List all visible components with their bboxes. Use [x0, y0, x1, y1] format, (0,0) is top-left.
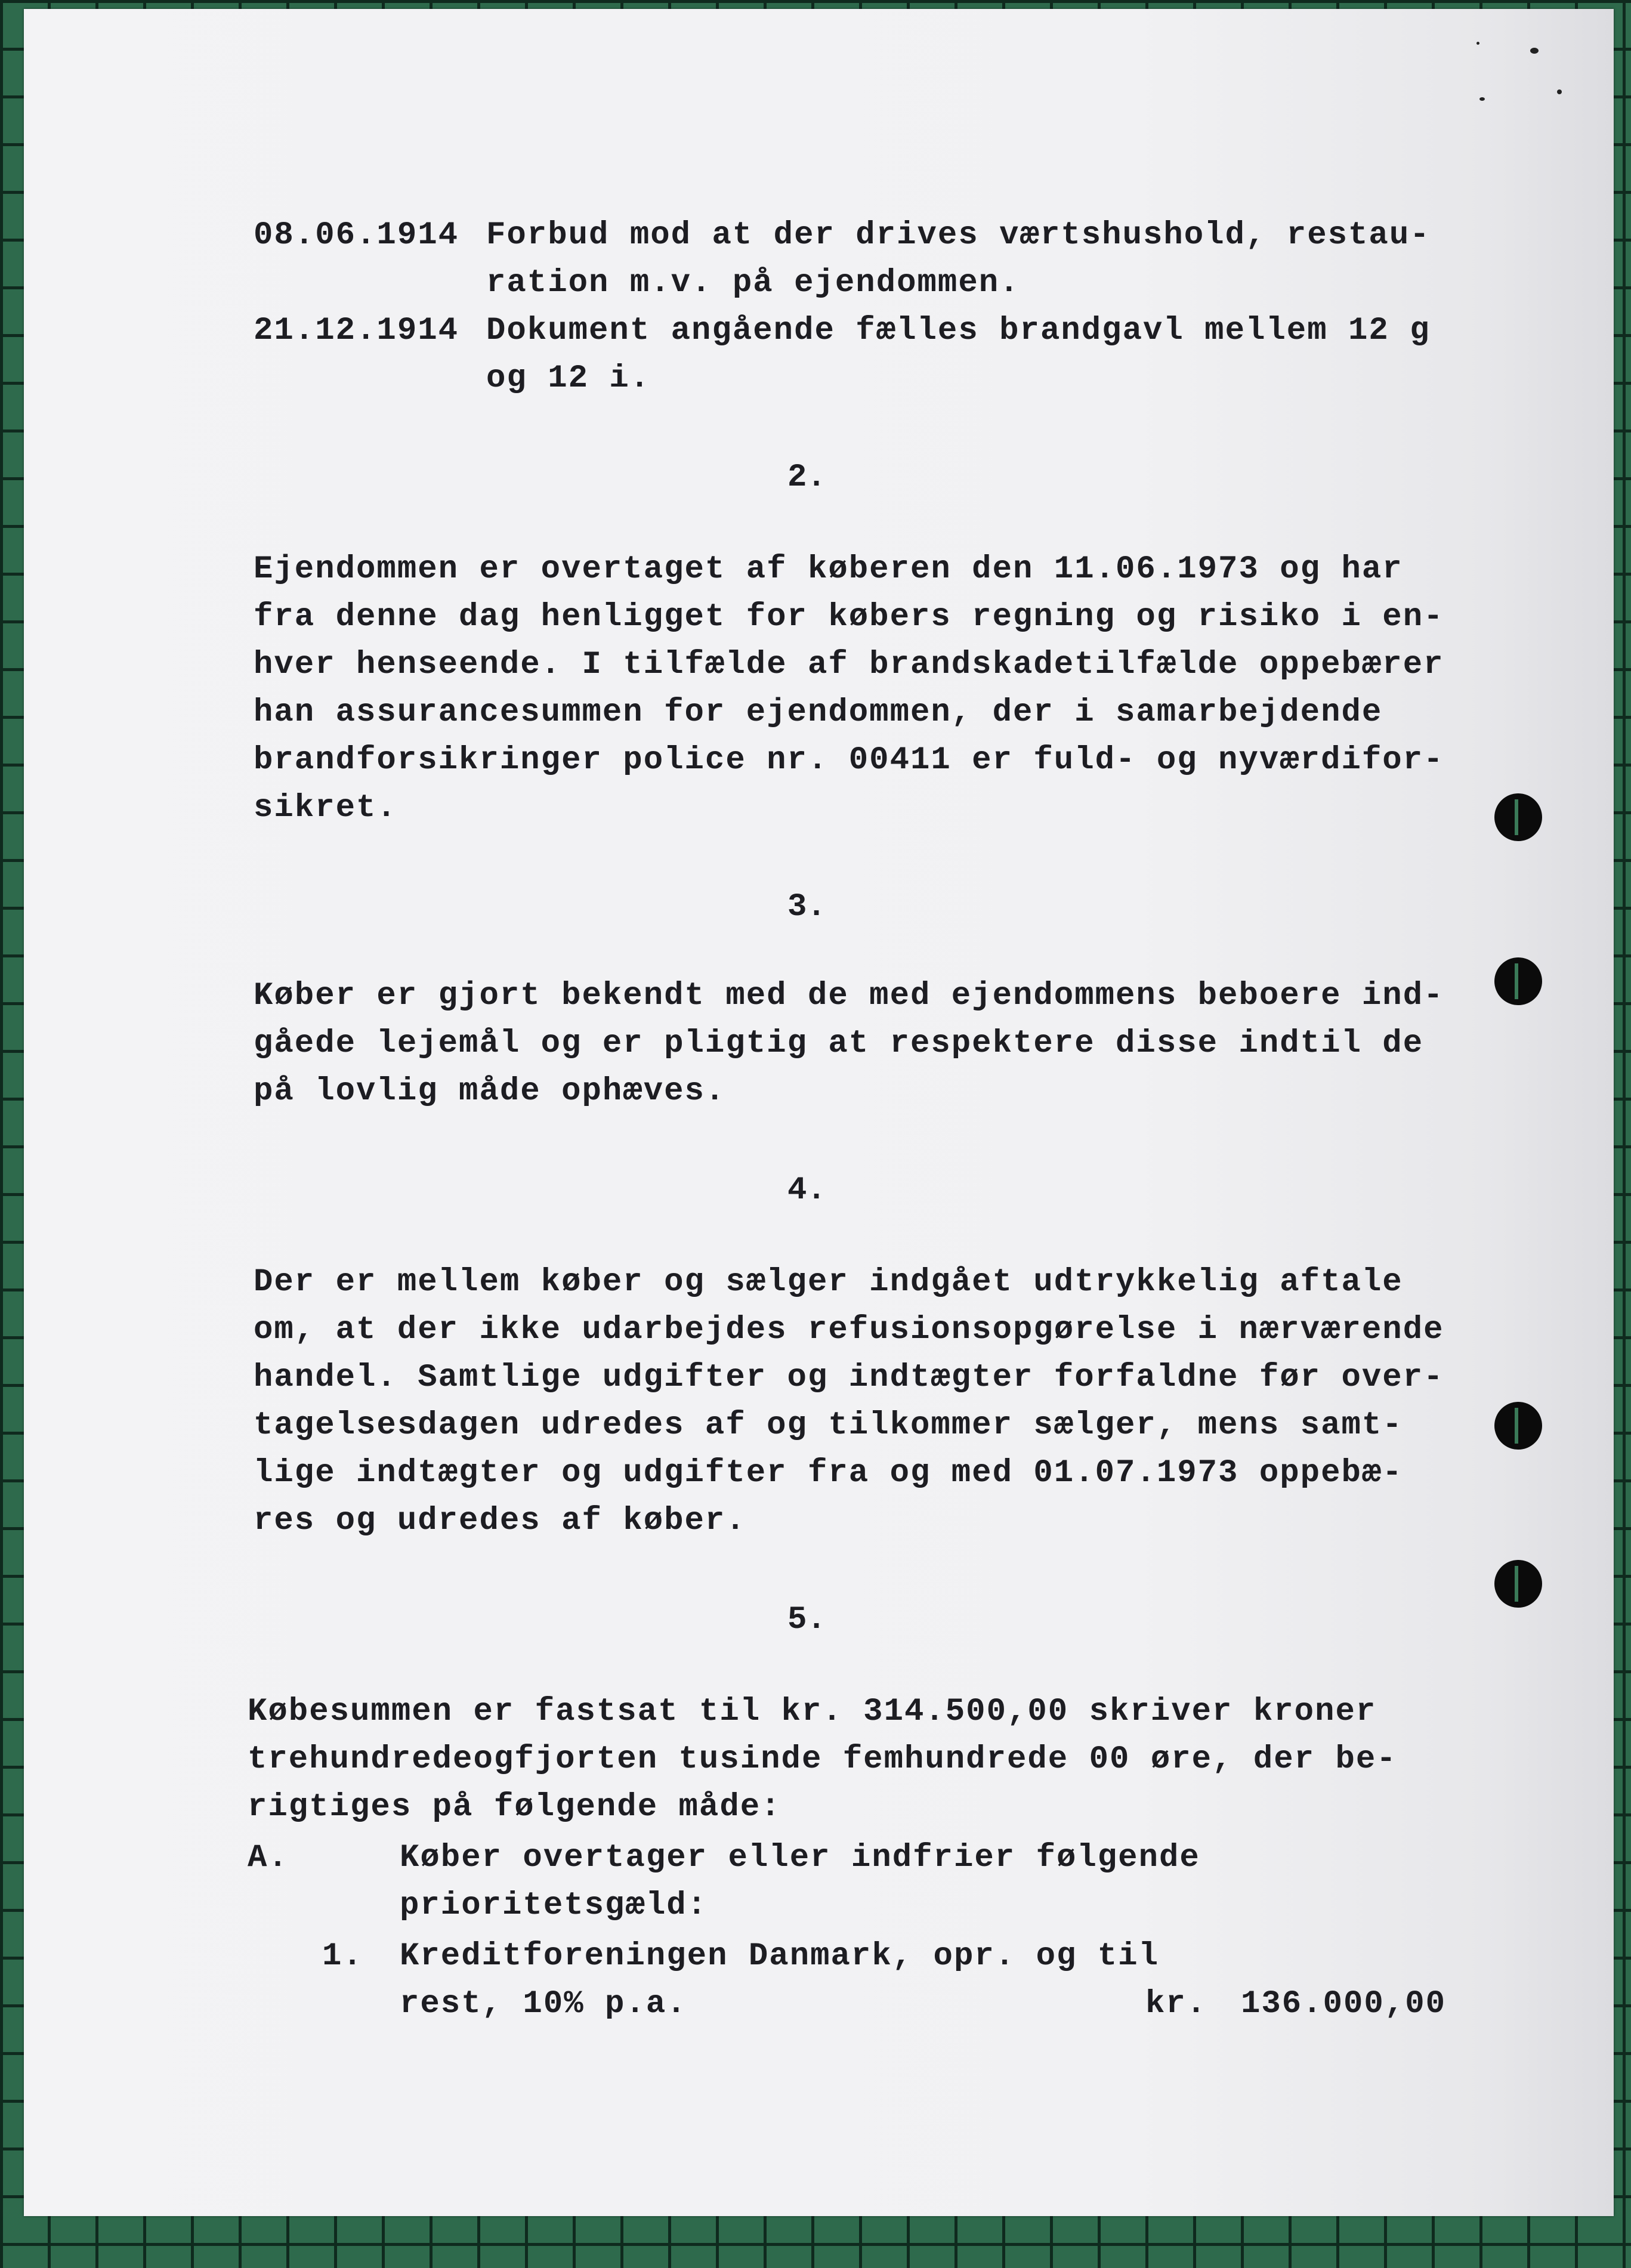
section-number: 4.: [787, 1172, 826, 1209]
paper-speck: [1476, 42, 1479, 45]
section-line: rigtiges på følgende måde:: [248, 1789, 781, 1825]
section-line: Købesummen er fastsat til kr. 314.500,00 skriver kroner: [248, 1694, 1377, 1730]
document-page: [24, 9, 1614, 2216]
item-line: prioritetsgæld:: [400, 1887, 708, 1924]
section-number: 2.: [787, 459, 826, 496]
amount-currency: kr.: [1145, 1986, 1207, 2022]
item-label: A.: [248, 1840, 289, 1876]
paper-speck: [1530, 48, 1539, 54]
item-line: Kreditforeningen Danmark, opr. og til: [400, 1938, 1159, 1975]
punch-hole: [1494, 1402, 1542, 1450]
section-line: trehundredeogfjorten tusinde femhundrede 00 øre, der be-: [248, 1741, 1397, 1778]
punch-hole: [1494, 1560, 1542, 1608]
punch-hole: [1494, 793, 1542, 841]
entry-date: 08.06.1914: [254, 217, 459, 254]
paper-speck: [1479, 97, 1485, 101]
section-line: Køber er gjort bekendt med de med ejendommens beboere ind-: [254, 978, 1444, 1014]
section-line: res og udredes af køber.: [254, 1503, 746, 1539]
section-line: tagelsesdagen udredes af og tilkommer sælger, mens samt-: [254, 1407, 1403, 1444]
section-line: handel. Samtlige udgifter og indtægter forfaldne før over-: [254, 1359, 1444, 1396]
section-line: sikret.: [254, 790, 397, 826]
amount-value: 136.000,00: [1241, 1986, 1447, 2022]
section-line: han assurancesummen for ejendommen, der i samarbejdende: [254, 694, 1383, 731]
punch-hole: [1494, 957, 1542, 1005]
entry-date: 21.12.1914: [254, 313, 459, 349]
entry-text-line: Dokument angående fælles brandgavl mellem 12 g: [486, 313, 1431, 349]
item-line: Køber overtager eller indfrier følgende: [400, 1840, 1200, 1876]
section-line: på lovlig måde ophæves.: [254, 1073, 726, 1110]
section-line: om, at der ikke udarbejdes refusionsopgørelse i nærværende: [254, 1312, 1444, 1348]
entry-text-line: ration m.v. på ejendommen.: [486, 265, 1020, 301]
entry-text-line: og 12 i.: [486, 360, 651, 397]
section-line: Ejendommen er overtaget af køberen den 11.06.1973 og har: [254, 551, 1403, 588]
item-line: rest, 10% p.a.: [400, 1986, 687, 2022]
section-line: hver henseende. I tilfælde af brandskadetilfælde oppebærer: [254, 647, 1444, 683]
section-number: 3.: [787, 889, 826, 925]
entry-text-line: Forbud mod at der drives værtshushold, restau-: [486, 217, 1431, 254]
section-number: 5.: [787, 1602, 826, 1638]
section-line: lige indtægter og udgifter fra og med 01.07.1973 oppebæ-: [254, 1455, 1403, 1491]
section-line: brandforsikringer police nr. 00411 er fuld- og nyværdifor-: [254, 742, 1444, 778]
item-label: 1.: [322, 1938, 363, 1975]
paper-speck: [1557, 89, 1562, 94]
section-line: gåede lejemål og er pligtig at respektere disse indtil de: [254, 1025, 1424, 1062]
section-line: Der er mellem køber og sælger indgået udtrykkelig aftale: [254, 1264, 1403, 1300]
section-line: fra denne dag henligget for købers regning og risiko i en-: [254, 599, 1444, 635]
